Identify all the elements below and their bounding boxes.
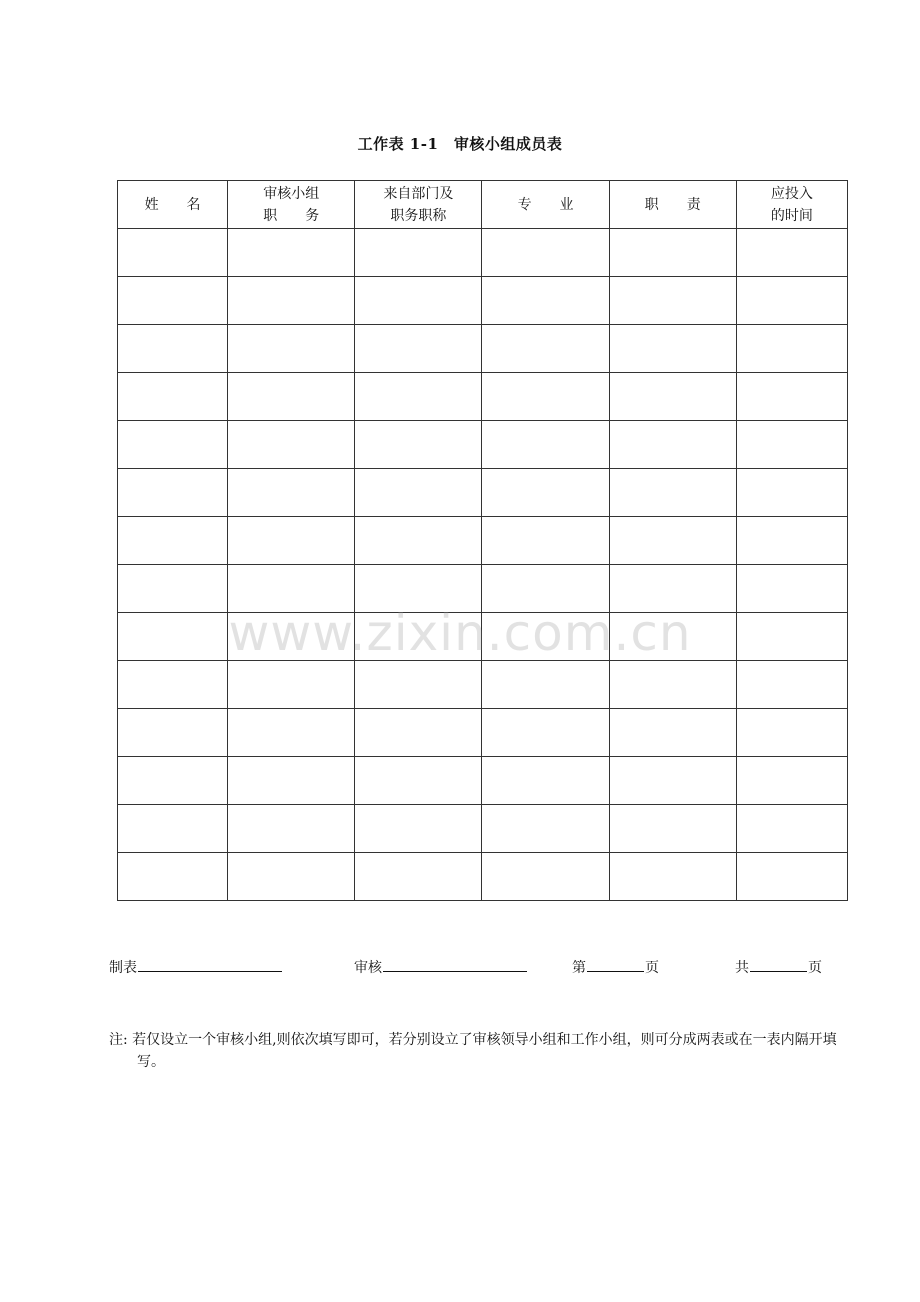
table-row	[118, 325, 848, 373]
table-cell[interactable]	[118, 517, 228, 565]
table-row	[118, 805, 848, 853]
table-cell[interactable]	[118, 373, 228, 421]
page-number-field	[572, 957, 659, 977]
table-cell[interactable]	[482, 277, 609, 325]
note-label: 注:	[109, 1032, 128, 1048]
table-cell[interactable]	[482, 661, 609, 709]
table-cell[interactable]	[118, 757, 228, 805]
header-name: 姓 名	[118, 181, 228, 229]
table-cell[interactable]	[482, 805, 609, 853]
table-cell[interactable]	[482, 757, 609, 805]
review-field	[354, 957, 528, 977]
table-cell[interactable]	[482, 373, 609, 421]
total-pages-blank[interactable]	[750, 957, 807, 972]
table-cell[interactable]	[609, 517, 736, 565]
table-cell[interactable]	[736, 613, 847, 661]
table-cell[interactable]	[118, 469, 228, 517]
table-cell[interactable]	[228, 373, 355, 421]
table-cell[interactable]	[736, 853, 847, 901]
table-cell[interactable]	[609, 229, 736, 277]
table-body	[118, 229, 848, 901]
table-cell[interactable]	[228, 565, 355, 613]
table-row	[118, 277, 848, 325]
total-pages-field	[735, 957, 822, 977]
header-department: 来自部门及 职务职称	[355, 181, 482, 229]
page-suffix: 页	[645, 960, 659, 976]
table-cell[interactable]	[609, 709, 736, 757]
table-cell[interactable]	[355, 661, 482, 709]
table-cell[interactable]	[609, 373, 736, 421]
table-cell[interactable]	[355, 853, 482, 901]
review-label: 审核	[354, 960, 382, 976]
table-cell[interactable]	[118, 325, 228, 373]
member-table	[117, 180, 848, 901]
page-number-blank[interactable]	[587, 957, 644, 972]
table-cell[interactable]	[736, 757, 847, 805]
watermark: www.zixin.com.cn	[228, 604, 692, 662]
table-cell[interactable]	[609, 661, 736, 709]
page-title: 工作表 1-1 审核小组成员表	[357, 135, 563, 153]
table-row	[118, 421, 848, 469]
table-cell[interactable]	[355, 565, 482, 613]
table-cell[interactable]	[736, 469, 847, 517]
table-cell[interactable]	[482, 709, 609, 757]
table-cell[interactable]	[482, 565, 609, 613]
table-cell[interactable]	[609, 613, 736, 661]
made-by-field	[109, 957, 283, 977]
header-time: 应投入 的时间	[736, 181, 847, 229]
table-cell[interactable]	[118, 229, 228, 277]
table-cell[interactable]	[736, 565, 847, 613]
page-prefix: 第	[572, 960, 586, 976]
table-cell[interactable]	[228, 613, 355, 661]
table-cell[interactable]	[355, 517, 482, 565]
table-row	[118, 613, 848, 661]
table-cell[interactable]	[736, 517, 847, 565]
table-cell[interactable]	[355, 469, 482, 517]
table-cell[interactable]	[228, 661, 355, 709]
table-cell[interactable]	[609, 757, 736, 805]
table-cell[interactable]	[228, 709, 355, 757]
table-cell[interactable]	[609, 805, 736, 853]
table-cell[interactable]	[482, 421, 609, 469]
table-cell[interactable]	[736, 277, 847, 325]
table-cell[interactable]	[228, 421, 355, 469]
table-cell[interactable]	[228, 853, 355, 901]
table-row	[118, 661, 848, 709]
table-cell[interactable]	[118, 709, 228, 757]
table-cell[interactable]	[228, 517, 355, 565]
table-row	[118, 373, 848, 421]
table-cell[interactable]	[609, 853, 736, 901]
table-row	[118, 517, 848, 565]
made-by-label: 制表	[109, 960, 137, 976]
table-row	[118, 565, 848, 613]
table-cell[interactable]	[736, 325, 847, 373]
header-major: 专 业	[482, 181, 609, 229]
table-cell[interactable]	[482, 229, 609, 277]
table-cell[interactable]	[609, 565, 736, 613]
table-cell[interactable]	[736, 373, 847, 421]
made-by-blank[interactable]	[138, 957, 282, 972]
table-cell[interactable]	[355, 757, 482, 805]
total-suffix: 页	[808, 960, 822, 976]
table-row	[118, 853, 848, 901]
header-duty: 职 责	[609, 181, 736, 229]
table-cell[interactable]	[355, 277, 482, 325]
table-row	[118, 469, 848, 517]
table-cell[interactable]	[228, 757, 355, 805]
table-row	[118, 757, 848, 805]
table-cell[interactable]	[118, 805, 228, 853]
table-cell[interactable]	[736, 805, 847, 853]
table-row	[118, 709, 848, 757]
table-cell[interactable]	[355, 805, 482, 853]
table-cell[interactable]	[228, 805, 355, 853]
table-cell[interactable]	[355, 373, 482, 421]
table-cell[interactable]	[736, 229, 847, 277]
table-cell[interactable]	[228, 277, 355, 325]
table-cell[interactable]	[118, 421, 228, 469]
table-cell[interactable]	[355, 613, 482, 661]
review-blank[interactable]	[383, 957, 527, 972]
table-cell[interactable]	[482, 325, 609, 373]
table-cell[interactable]	[355, 709, 482, 757]
table-cell[interactable]	[228, 325, 355, 373]
table-cell[interactable]	[482, 613, 609, 661]
table-row	[118, 229, 848, 277]
table-cell[interactable]	[118, 277, 228, 325]
table-cell[interactable]	[736, 421, 847, 469]
table-cell[interactable]	[482, 469, 609, 517]
table-cell[interactable]	[355, 421, 482, 469]
note-text: 若仅设立一个审核小组,则依次填写即可，若分别设立了审核领导小组和工作小组，则可分成两表或在一表内隔开填写。	[132, 1032, 837, 1070]
table-cell[interactable]	[609, 469, 736, 517]
table-cell[interactable]	[355, 229, 482, 277]
table-cell[interactable]	[609, 277, 736, 325]
table-cell[interactable]	[118, 853, 228, 901]
table-cell[interactable]	[118, 565, 228, 613]
table-cell[interactable]	[736, 661, 847, 709]
header-row	[118, 181, 848, 229]
table-cell[interactable]	[482, 853, 609, 901]
table-cell[interactable]	[609, 325, 736, 373]
table-cell[interactable]	[118, 661, 228, 709]
header-audit-role: 审核小组 职 务	[228, 181, 355, 229]
table-cell[interactable]	[736, 709, 847, 757]
table-cell[interactable]	[609, 421, 736, 469]
table-cell[interactable]	[482, 517, 609, 565]
note	[109, 1029, 859, 1073]
table-cell[interactable]	[118, 613, 228, 661]
table-cell[interactable]	[228, 469, 355, 517]
table-cell[interactable]	[355, 325, 482, 373]
table-cell[interactable]	[228, 229, 355, 277]
total-prefix: 共	[735, 960, 749, 976]
